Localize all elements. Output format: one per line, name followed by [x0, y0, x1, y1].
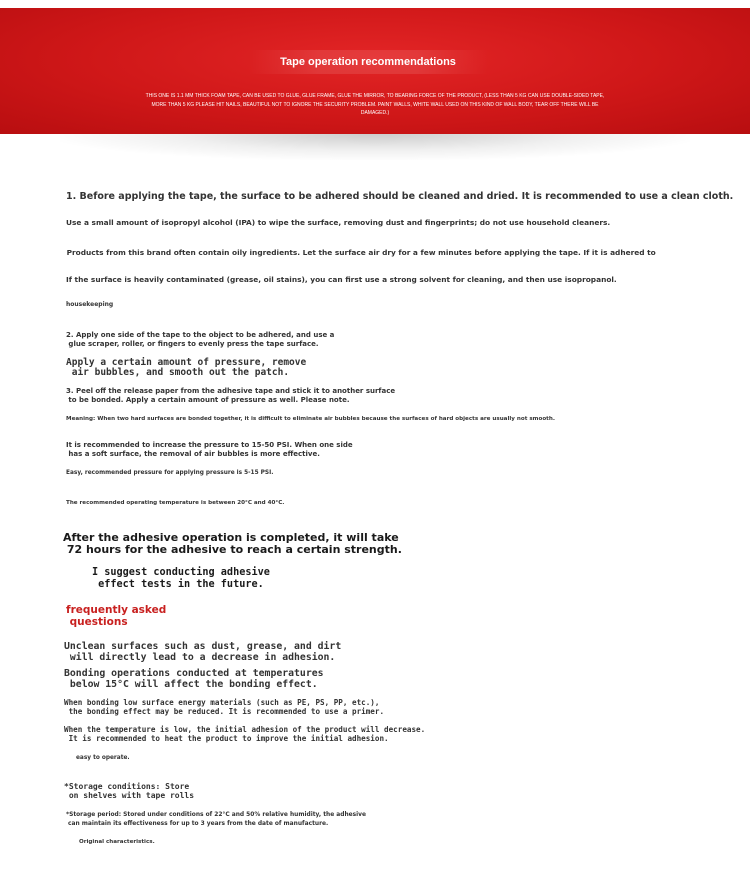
faq-item-dirt: Unclean surfaces such as dust, grease, and dirt will directly lead to a decrease in adhesion.: [64, 641, 342, 663]
banner-shadow: [60, 134, 690, 160]
faq-item-initial-adhesion: When the temperature is low, the initial adhesion of the product will decrease. It is recommended to heat the product to improve the initial adhesion.: [64, 725, 426, 744]
storage-period: *Storage period: Stored under conditions of 22°C and 50% relative humidity, the adhesive can maintain its effectiveness for up to 3 years from the date of manufacture.: [66, 812, 367, 827]
air-dry-note: Products from this brand often contain oily ingredients. Let the surface air dry for a few minutes before applying the tape. If it is adhered to: [64, 248, 656, 257]
original-characteristics: Original characteristics.: [79, 839, 155, 845]
header-banner: [0, 8, 750, 134]
storage-conditions: *Storage conditions: Store on shelves with tape rolls: [64, 782, 195, 801]
banner-description: THIS ONE IS 1.1 MM THICK FOAM TAPE, CAN BE USED TO GLUE, GLUE FRAME, GLUE THE MIRROR, TO BEARING FORCE OF THE PRODUCT, (LESS THAN 5 KG CAN USE DOUBLE-SIDED TAPE, MORE THAN 5 KG PLEASE HIT NAILS, BEAUTIFUL NOT TO IGNORE THE SECURITY PROBLEM. PAINT WALLS, WHITE WALL USED ON THIS KIND OF WALL BODY, TEAR OFF THERE WILL BE DAMAGED.): [145, 93, 605, 116]
step-3-text: 3. Peel off the release paper from the adhesive tape and stick it to another surface to be bonded. Apply a certain amount of pressure as well. Please note.: [66, 387, 396, 404]
easy-pressure-note: Easy, recommended pressure for applying pressure is 5-15 PSI.: [66, 470, 274, 476]
faq-item-temperature: Bonding operations conducted at temperatures below 15°C will affect the bonding effect.: [64, 668, 324, 690]
heavy-contamination-note: If the surface is heavily contaminated (grease, oil stains), you can first use a strong solvent for cleaning, and then use isopropanol.: [66, 275, 617, 284]
housekeeping-label: housekeeping: [66, 301, 114, 308]
cleaning-instruction: Use a small amount of isopropyl alcohol (IPA) to wipe the surface, removing dust and fingerprints; do not use household cleaners.: [66, 218, 611, 227]
faq-item-low-energy: When bonding low surface energy materials (such as PE, PS, PP, etc.), the bonding effect may be reduced. It is recommended to use a primer.: [64, 698, 385, 717]
pressure-instruction: Apply a certain amount of pressure, remove air bubbles, and smooth out the patch.: [66, 357, 307, 378]
banner-title: Tape operation recommendations: [248, 50, 488, 74]
operating-temperature: The recommended operating temperature is between 20°C and 40°C.: [66, 500, 285, 506]
easy-to-operate: easy to operate.: [76, 755, 130, 761]
faq-heading: frequently asked questions: [66, 604, 167, 628]
step-2-text: 2. Apply one side of the tape to the object to be adhered, and use a glue scraper, roller, or fingers to evenly press the tape surface.: [66, 331, 335, 348]
pressure-recommendation: It is recommended to increase the pressure to 15-50 PSI. When one side has a soft surface, the removal of air bubbles is more effective.: [66, 441, 353, 458]
curing-time-note: After the adhesive operation is completed, it will take 72 hours for the adhesive to reach a certain strength.: [63, 531, 402, 556]
meaning-note: Meaning: When two hard surfaces are bonded together, it is difficult to eliminate air bubbles because the surfaces of hard objects are usually not smooth.: [66, 416, 555, 422]
suggestion-note: I suggest conducting adhesive effect tests in the future.: [92, 567, 270, 590]
step-1-text: 1. Before applying the tape, the surface to be adhered should be cleaned and dried. It is recommended to use a clean cloth.: [66, 191, 734, 202]
